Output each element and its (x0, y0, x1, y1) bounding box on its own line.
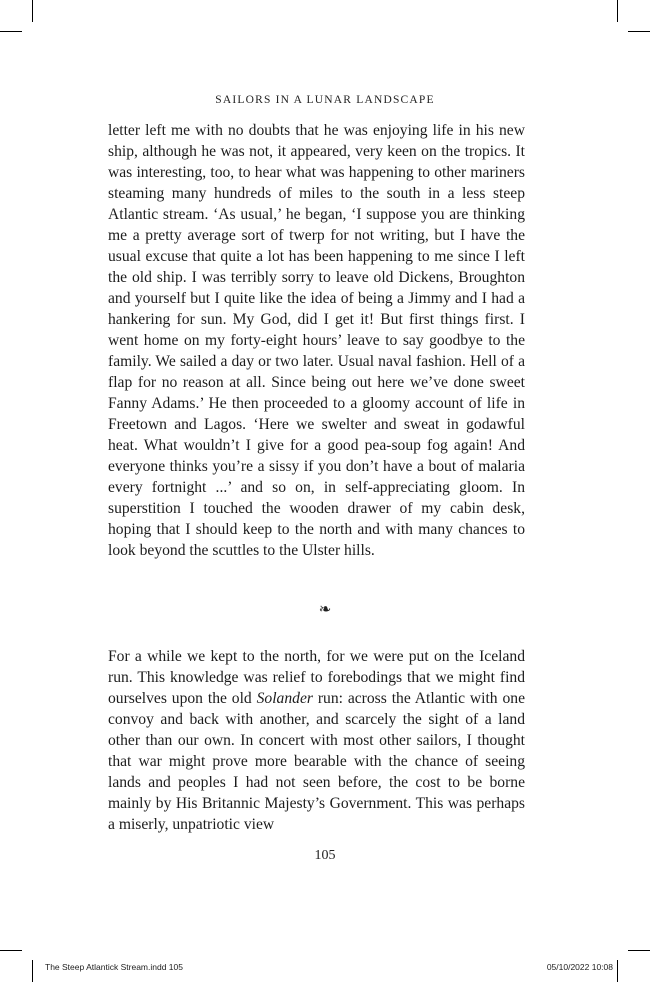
crop-mark-top-left-vertical (32, 0, 33, 22)
body-paragraph-1: letter left me with no doubts that he was enjoying life in his new ship, although he was not, it appeared, very keen on the tropics. It was interesting, too, to hear what was happening to other mariners steaming many hundreds of miles to the south in a less steep Atlantic stream. ‘As usual,’ he began, ‘I suppose you are thinking me a pretty average sort of twerp for not writing, but I have the usual excuse that quite a lot has been happening to me since I left the old ship. I was terribly sorry to leave old Dickens, Broughton and yourself but I quite like the idea of being a Jimmy and I had a hankering for sun. My God, did I get it! But first things first. I went home on my forty-eight hours’ leave to say goodbye to the family. We sailed a day or two later. Usual naval fashion. Hell of a flap for no reason at all. Since being out here we’ve done sweet Fanny Adams.’ He then proceeded to a gloomy account of life in Freetown and Lagos. ‘Here we swelter and sweat in godawful heat. What wouldn’t I give for a good pea-soup fog again! And everyone thinks you’re a sissy if you don’t have a bout of malaria every fortnight ...’ and so on, in self-appreciating gloom. In superstition I touched the wooden drawer of my cabin desk, hoping that I should keep to the north and with many chances to look beyond the scuttles to the Ulster hills. (108, 122, 525, 559)
crop-mark-bottom-left-vertical (32, 960, 33, 982)
slug-file-name: The Steep Atlantick Stream.indd 105 (45, 962, 183, 972)
crop-mark-top-right-horizontal (628, 31, 650, 32)
running-head: SAILORS IN A LUNAR LANDSCAPE (215, 94, 435, 106)
slug-date-time: 05/10/2022 10:08 (546, 962, 613, 972)
crop-mark-bottom-left-horizontal (0, 950, 22, 951)
body-paragraph-2 (108, 646, 525, 835)
section-break-ornament: ❧ (318, 600, 332, 618)
page-number: 105 (314, 848, 336, 863)
paragraph-2-text-start: For a while we kept to the north, for we were put on the Iceland run. This knowledge was relief to forebodings that we might find ourselves upon the old (108, 648, 525, 707)
paragraph-2-text-end: run: across the Atlantic with one convoy and back with another, and scarcely the sight of a land other than our own. In concert with most other sailors, I thought that war might prove more bearable with the chance of seeing lands and peoples I had not seen before, the cost to be borne mainly by His Britannic Majesty’s Government. This was perhaps a miserly, unpatriotic view (108, 690, 526, 833)
crop-mark-top-right-vertical (617, 0, 618, 22)
crop-mark-bottom-right-horizontal (628, 950, 650, 951)
crop-mark-top-left-horizontal (0, 31, 22, 32)
ship-name-italic: Solander (256, 690, 313, 707)
crop-mark-bottom-right-vertical (617, 960, 618, 982)
